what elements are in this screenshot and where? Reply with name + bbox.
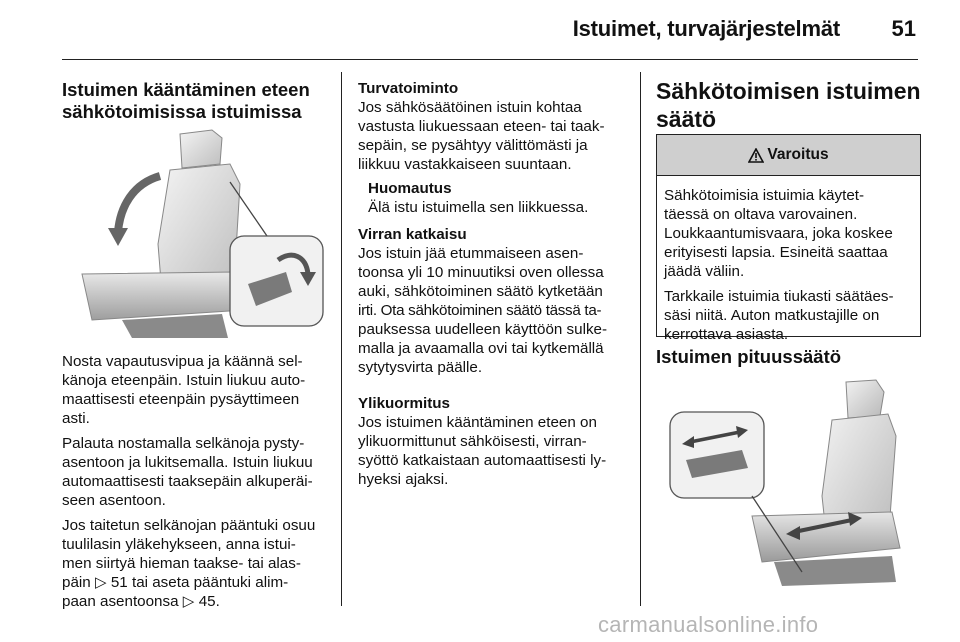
column-3: [656, 77, 921, 133]
section-heading: Sähkötoimisen istuimen säätö: [656, 78, 921, 132]
paragraph: Jos istuimen kääntäminen eteen on ylikuormittunut sähköisesti, virran- syöttö katkaistaan automaattisesti ly- hyeksi ajaksi.: [358, 414, 607, 488]
page-number: 51: [891, 16, 916, 41]
note-block: [358, 179, 636, 217]
warning-body: Sähkötoimisia istuimia käytet- täessä on oltava varovainen. Loukkaantumisvaara, joka koskee erityisesti lapsia. Esineitä saattaa jäädä väliin. Tarkkaile istuimia tiukasti säätäes- säsi niitä. Auton matkustajille on kerrottava asiasta.: [664, 187, 894, 343]
paragraph: Jos taitetun selkänojan pääntuki osuu tuulilasin yläkehykseen, anna istui- men siirtyä hieman taakse- tai alas- päin ▷ 51 tai aseta pääntuki alim- paan asentoonsa ▷ 45.: [62, 517, 316, 610]
page-ref[interactable]: 51 tai aseta pääntuki alim-: [110, 574, 289, 591]
column-2: [358, 79, 636, 489]
watermark: carmanualsonline.info: [598, 612, 819, 637]
header-rule: [62, 59, 918, 60]
subsection-title: Turvatoiminto: [358, 80, 459, 97]
paragraph: Palauta nostamalla selkänoja pysty- asentoon ja lukitsemalla. Istuin liukuu automaattisesti taaksepäin alkuperäi- seen asentoon.: [62, 435, 313, 509]
paragraph: Nosta vapautusvipua ja käännä sel- känoja eteenpäin. Istuin liukuu auto- maattisesti eteenpäin pysäyttimeen asti.: [62, 353, 306, 427]
column-divider: [341, 72, 342, 606]
paragraph: Jos istuin jää etummaiseen asen- toonsa yli 10 minuutiksi oven ollessa auki, sähkötoiminen säätö kytketään irti. Ota sähkötoiminen säätö tässä ta- pauksessa uudelleen käyttöön sulke- malla ja avaamalla ovi tai kytkemällä sytytysvirta päälle.: [358, 245, 608, 376]
subsection-heading: Istuimen pituussäätö: [656, 346, 842, 367]
subsection-title: Virran katkaisu: [358, 226, 467, 243]
seat-fold-forward-illustration: [62, 124, 325, 340]
column-1: [62, 79, 337, 123]
seat-length-adjust-illustration: [656, 376, 919, 590]
paragraph: Jos sähkösäätöinen istuin kohtaa vastusta liukuessaan eteen- tai taak- sepäin, se pysähtyy välittömästi ja liikkuu vastakkaiseen suuntaan.: [358, 99, 605, 173]
warning-triangle-icon: [748, 148, 764, 163]
page-ref-arrow-icon[interactable]: ▷: [94, 574, 107, 591]
page-ref-arrow-icon[interactable]: ▷: [182, 593, 195, 610]
warning-header: [657, 135, 920, 176]
note-title: Huomautus: [368, 180, 452, 197]
column-1-body: [62, 352, 337, 611]
warning-box: [656, 134, 921, 343]
running-header-title: Istuimet, turvajärjestelmät: [572, 16, 840, 41]
page-ref[interactable]: 45.: [198, 593, 220, 610]
warning-title: Varoitus: [767, 146, 829, 163]
subsection-title: Ylikuormitus: [358, 395, 450, 412]
section-heading: Istuimen kääntäminen eteen sähkötoimisissa istuimissa: [62, 79, 310, 122]
column-divider: [640, 72, 641, 606]
note-text: Älä istu istuimella sen liikkuessa.: [368, 199, 589, 216]
